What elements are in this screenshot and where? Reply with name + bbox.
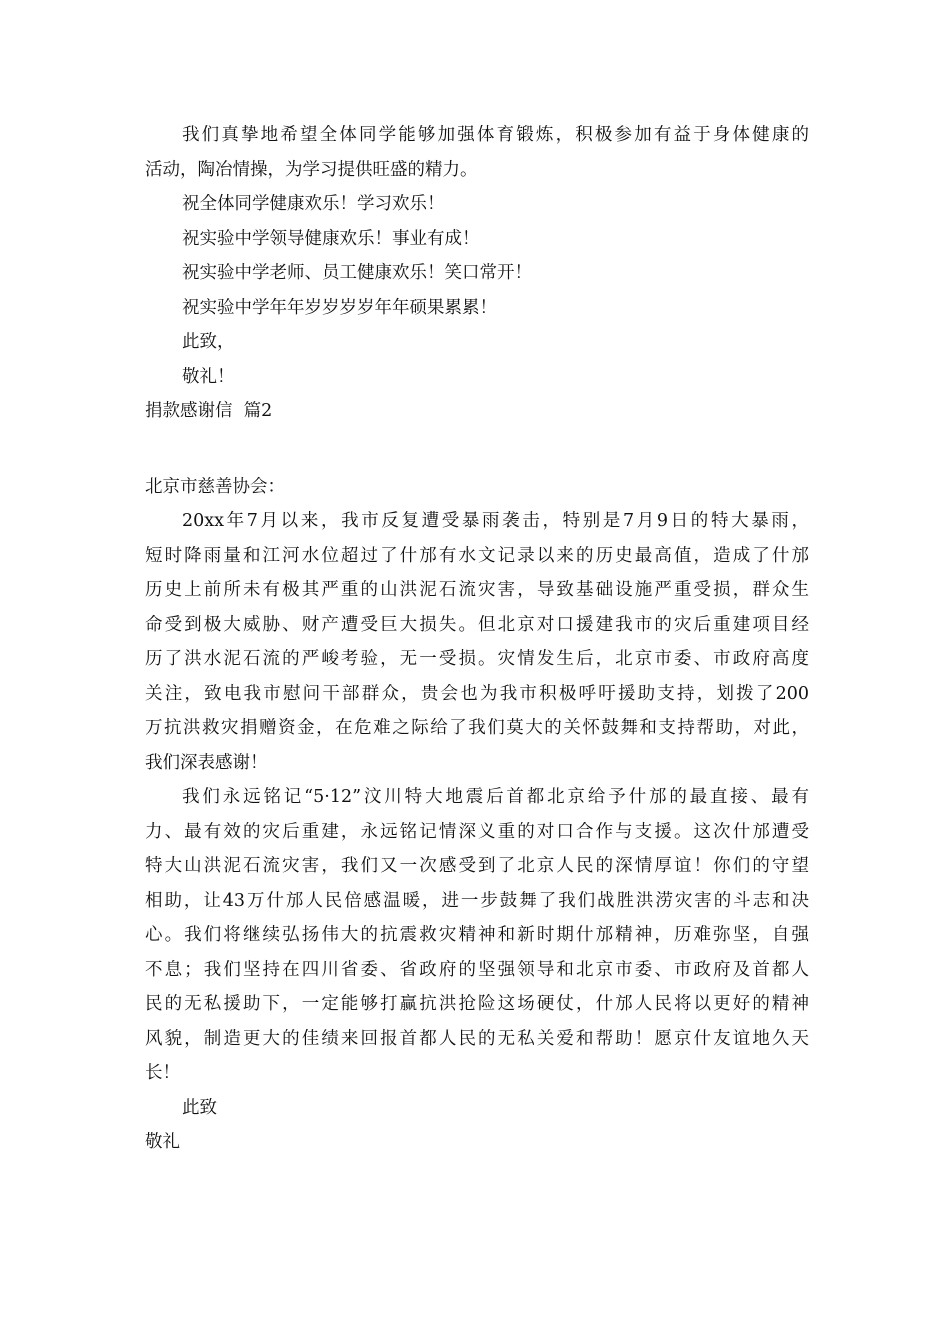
paragraph-line: 不息；我们坚持在四川省委、省政府的坚强领导和北京市委、市政府及首都人 [145,959,809,980]
paragraph-line: 短时降雨量和江河水位超过了什邡有水文记录以来的历史最高值，造成了什邡 [145,545,809,566]
closing-line: 敬礼 [145,1132,180,1152]
paragraph-line: 历了洪水泥石流的严峻考验，无一受损。灾情发生后，北京市委、市政府高度 [145,649,809,669]
paragraph-line: 力、最有效的灾后重建，永远铭记情深义重的对口合作与支援。这次什邡遭受 [145,821,809,842]
wish-line: 祝实验中学领导健康欢乐！事业有成！ [182,228,480,249]
paragraph-line: 我们深表感谢！ [145,752,268,773]
blank-line [145,429,809,470]
paragraph-line: 风貌，制造更大的佳绩来回报首都人民的无私关爱和帮助！愿京什友谊地久天 [145,1028,809,1049]
paragraph-line: 特大山洪泥石流灾害，我们又一次感受到了北京人民的深情厚谊！你们的守望 [145,856,809,876]
wish-line: 祝全体同学健康欢乐！学习欢乐！ [182,194,445,214]
paragraph-line: 关注，致电我市慰问干部群众，贵会也为我市积极呼吁援助支持，划拨了200 [145,683,809,704]
document-page [145,118,809,1160]
paragraph-line: 命受到极大威胁、财产遭受巨大损失。但北京对口援建我市的灾后重建项目经 [145,614,809,635]
paragraph-line: 我们永远铭记“5·12”汶川特大地震后首都北京给予什邡的最直接、最有 [182,787,809,807]
wish-line: 祝实验中学年年岁岁岁岁年年硕果累累！ [182,297,497,318]
closing-line: 此致 [182,1097,217,1118]
closing-line: 敬礼！ [182,366,235,387]
paragraph-line: 心。我们将继续弘扬伟大的抗震救灾精神和新时期什邡精神，历难弥坚，自强 [145,925,809,945]
paragraph-line: 20xx年7月以来，我市反复遭受暴雨袭击，特别是7月9日的特大暴雨， [182,511,809,531]
paragraph-line: 万抗洪救灾捐赠资金，在危难之际给了我们莫大的关怀鼓舞和支持帮助，对此， [145,718,809,738]
paragraph-line: 相助，让43万什邡人民倍感温暖，进一步鼓舞了我们战胜洪涝灾害的斗志和决 [145,890,809,911]
paragraph-line: 长！ [145,1063,180,1083]
paragraph-line: 历史上前所未有极其严重的山洪泥石流灾害，导致基础设施严重受损，群众生 [145,580,809,600]
paragraph-line: 我们真挚地希望全体同学能够加强体育锻炼，积极参加有益于身体健康的 [182,125,809,145]
section-title: 捐款感谢信 篇2 [145,401,273,421]
paragraph-line: 活动，陶冶情操，为学习提供旺盛的精力。 [145,159,478,180]
wish-line: 祝实验中学老师、员工健康欢乐！笑口常开！ [182,263,532,283]
salutation: 北京市慈善协会： [145,476,285,497]
closing-line: 此致， [182,332,235,352]
paragraph-line: 民的无私援助下，一定能够打赢抗洪抢险这场硬仗，什邡人民将以更好的精神 [145,994,809,1014]
